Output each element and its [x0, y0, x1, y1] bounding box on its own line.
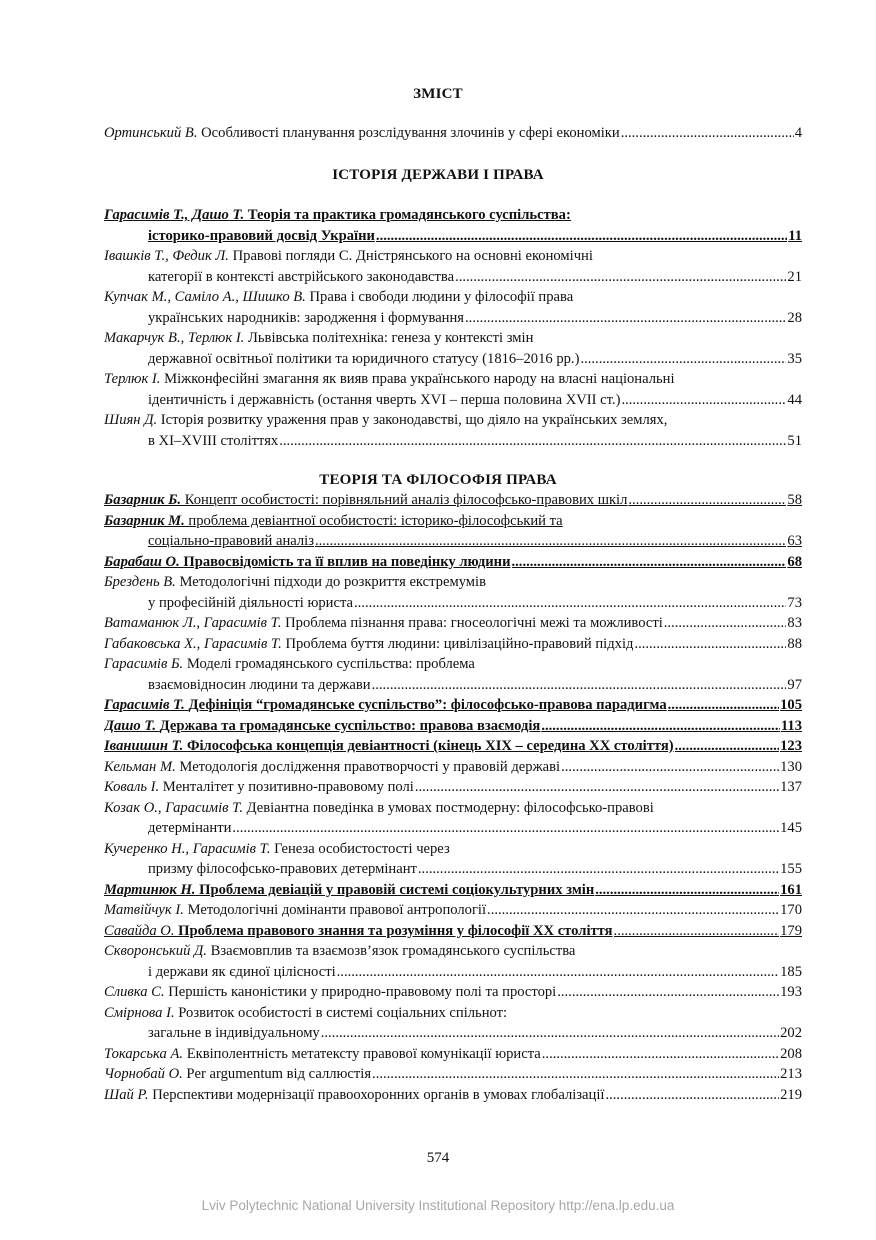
toc-entry-line — [104, 431, 802, 452]
toc-entry-line — [104, 675, 802, 696]
toc-entry — [104, 900, 802, 921]
toc-entry-author: Базарник Б. — [104, 492, 182, 508]
toc-entry — [104, 369, 802, 410]
toc-entry-line — [104, 634, 802, 655]
toc-entry-title: Перспективи модернізації правоохоронних органів в умовах глобалізації — [152, 1086, 605, 1103]
toc-entry — [104, 777, 802, 798]
toc-entry — [104, 798, 802, 839]
toc-entry-line — [104, 982, 802, 1003]
dot-leader — [541, 716, 780, 737]
section-intro — [104, 123, 802, 144]
toc-entry-page: 35 — [787, 350, 802, 367]
toc-entry-author: Скворонський Д. — [104, 943, 207, 959]
toc-entry — [104, 757, 802, 778]
toc-entry-title: Генеза особистостості через — [274, 840, 450, 857]
toc-entry-author: Гарасимів Т. — [104, 697, 185, 713]
toc-entry-author: Базарник М. — [104, 512, 185, 529]
toc-entry-title: Філософська концепція девіантності (кінець XIX – середина XX століття) — [186, 738, 674, 754]
toc-entry-line — [104, 349, 802, 370]
dot-leader — [628, 490, 786, 511]
dot-leader — [561, 757, 779, 778]
toc-entry-author: Кучеренко Н., Гарасимів Т. — [104, 840, 271, 857]
toc-entry — [104, 572, 802, 613]
toc-entry-page: 202 — [780, 1025, 802, 1041]
toc-entry-page: 28 — [787, 309, 802, 326]
dot-leader — [487, 900, 779, 921]
toc-entry-author: Козак О., Гарасимів Т. — [104, 799, 243, 816]
dot-leader — [634, 634, 786, 655]
toc-entry-author: Габаковська Х., Гарасимів Т. — [104, 635, 282, 652]
toc-entry-page: 130 — [780, 758, 802, 775]
toc-entry-page: 21 — [787, 268, 802, 285]
toc-entry-title: Проблема буття людини: цивілізаційно-правовий підхід — [285, 635, 634, 652]
toc-entry — [104, 654, 802, 695]
toc-entry — [104, 716, 802, 737]
toc-entry-line — [104, 1003, 802, 1024]
toc-entry-title: в XI–XVIII століттях — [148, 432, 279, 449]
toc-entry-line — [104, 390, 802, 411]
toc-entry-author: Савайда О. — [104, 922, 175, 939]
toc-entry-title: Права і свободи людини у філософії права — [309, 289, 574, 305]
toc-entry-author: Барабаш О. — [104, 553, 180, 570]
toc-entry-author: Іванишин Т. — [104, 738, 184, 754]
toc-entry-page: 58 — [787, 492, 802, 508]
toc-entry-line — [104, 205, 802, 226]
toc-entry-author: Дашо Т. — [104, 717, 157, 734]
toc-entry-line — [104, 900, 802, 921]
toc-entry-line — [104, 267, 802, 288]
toc-entry-page: 193 — [780, 984, 802, 1000]
toc-entry-line — [104, 123, 802, 144]
toc-entry-title: проблема девіантної особистості: історико-філософський та — [188, 512, 563, 529]
toc-entry-line — [104, 511, 802, 532]
toc-entry — [104, 695, 802, 716]
toc-entry-page: 83 — [787, 615, 802, 631]
toc-entry — [104, 552, 802, 573]
dot-leader — [354, 593, 786, 614]
toc-entry-page: 113 — [780, 717, 802, 734]
dot-leader — [614, 921, 780, 942]
toc-entry-title: державної освітньої політики та юридичного статусу (1816–2016 рр.) — [148, 350, 580, 367]
section-history-entries — [104, 205, 802, 451]
toc-entry-page: 68 — [787, 553, 802, 570]
toc-entry-line — [104, 572, 802, 593]
toc-entry-line — [104, 287, 802, 308]
toc-entry-title: Особливості планування розслідування злочинів у сфері економіки — [201, 125, 620, 141]
toc-entry — [104, 490, 802, 511]
repository-footer: Lviv Polytechnic National University Institutional Repository http://ena.lp.edu.ua — [201, 1198, 675, 1213]
toc-entry-author: Смірнова І. — [104, 1004, 175, 1021]
dot-leader — [372, 675, 787, 696]
toc-entry-page: 88 — [787, 635, 802, 652]
contents-title: ЗМІСТ — [413, 86, 463, 102]
dot-leader — [315, 531, 786, 552]
toc-entry — [104, 839, 802, 880]
toc-entry-title: детермінанти — [148, 820, 232, 836]
toc-entry — [104, 634, 802, 655]
dot-leader — [279, 431, 786, 452]
toc-entry-title: загальне в індивідуальному — [148, 1025, 320, 1041]
toc-entry-title: у професійній діяльності юриста — [148, 594, 353, 611]
toc-entry-line — [104, 716, 802, 737]
toc-entry-page: 73 — [787, 594, 802, 611]
dot-leader — [376, 226, 787, 247]
toc-entry-title: Методологічні підходи до розкриття екстремумів — [179, 574, 486, 590]
toc-entry-title: Правові погляди С. Дністрянського на основні економічні — [232, 248, 593, 264]
toc-entry-line — [104, 1044, 802, 1065]
toc-entry-title: Історія розвитку ураження прав у законодавстві, що діяло на українських землях, — [160, 412, 668, 428]
toc-entry — [104, 246, 802, 287]
toc-entry-line — [104, 962, 802, 983]
toc-entry-page: 97 — [787, 676, 802, 693]
toc-entry — [104, 287, 802, 328]
toc-entry-title: Міжконфесійні змагання як вияв права українського народу на власні національні — [164, 371, 675, 387]
dot-leader — [621, 123, 794, 144]
toc-entry — [104, 205, 802, 246]
toc-entry-line — [104, 328, 802, 349]
toc-entry-author: Терлюк І. — [104, 371, 161, 387]
toc-entry-title: Першість каноністики у природно-правовому полі та просторі — [168, 984, 557, 1000]
toc-entry-title: Правосвідомість та її вплив на поведінку людини — [183, 553, 511, 570]
toc-entry-line — [104, 818, 802, 839]
toc-entry-line — [104, 552, 802, 573]
toc-entry-title: Теорія та практика громадянського суспільства: — [247, 207, 571, 223]
toc-entry-title: Взаємовплив та взаємозв’язок громадянського суспільства — [210, 943, 576, 959]
toc-entry-page: 179 — [780, 922, 802, 939]
toc-entry-author: Шиян Д. — [104, 412, 158, 428]
dot-leader — [321, 1023, 779, 1044]
toc-entry-page: 161 — [780, 881, 802, 898]
toc-entry-page: 213 — [780, 1066, 802, 1082]
toc-entry-page: 44 — [787, 391, 802, 408]
toc-entry-title: категорії в контексті австрійського законодавства — [148, 268, 455, 285]
section-title-theory: ТЕОРІЯ ТА ФІЛОСОФІЯ ПРАВА — [319, 472, 557, 488]
toc-entry-line — [104, 1085, 802, 1106]
toc-entry-author: Коваль І. — [104, 779, 160, 795]
toc-entry-title: Проблема пізнання права: гносеологічні межі та можливості — [285, 615, 663, 631]
toc-entry-author: Матвійчук І. — [104, 902, 184, 918]
toc-entry-author: Макарчук В., Терлюк І. — [104, 330, 245, 346]
toc-entry-author: Токарська А. — [104, 1045, 184, 1062]
toc-entry-title: Дефініція “громадянське суспільство”: філософсько-правова парадигма — [188, 697, 667, 713]
toc-entry-title: Методологічні домінанти правової антропології — [187, 902, 487, 918]
page-number: 574 — [426, 1150, 450, 1166]
toc-entry — [104, 736, 802, 757]
toc-entry-title: ідентичність і державність (остання чверть XVI – перша половина XVII ст.) — [148, 391, 621, 408]
toc-entry-title: призму філософсько-правових детермінант — [148, 861, 417, 877]
dot-leader — [557, 982, 779, 1003]
toc-entry-author: Чорнобай О. — [104, 1066, 183, 1082]
toc-entry-line — [104, 798, 802, 819]
toc-entry-title: Проблема правового знання та розуміння у філософії XX століття — [178, 922, 613, 939]
section-theory-entries — [104, 490, 802, 1105]
toc-entry-page: 185 — [780, 963, 802, 980]
toc-entry-title: Per argumentum від саллюстія — [186, 1066, 372, 1082]
toc-entry-line — [104, 490, 802, 511]
toc-entry-author: Кельман М. — [104, 758, 176, 775]
toc-entry-title: Методологія дослідження правотворчості у правовій державі — [179, 758, 561, 775]
toc-entry — [104, 880, 802, 901]
toc-entry-title: і держави як єдиної цілісності — [148, 963, 336, 980]
toc-entry-title: Девіантна поведінка в умовах постмодерну: філософсько-правові — [246, 799, 654, 816]
toc-entry — [104, 1064, 802, 1085]
toc-entry-page: 170 — [780, 902, 802, 918]
dot-leader — [668, 695, 779, 716]
toc-entry-author: Гарасимів Б. — [104, 656, 184, 672]
toc-entry-line — [104, 859, 802, 880]
toc-entry-page: 145 — [780, 820, 802, 836]
toc-entry-line — [104, 695, 802, 716]
toc-entry-title: Держава та громадянське суспільство: правова взаємодія — [159, 717, 541, 734]
toc-entry-title: Еквіполентність метатексту правової комунікації юриста — [186, 1045, 541, 1062]
toc-entry — [104, 982, 802, 1003]
toc-entry-title: Проблема девіацій у правовій системі соціокультурних змін — [199, 881, 595, 898]
toc-entry-line — [104, 941, 802, 962]
toc-entry-line — [104, 531, 802, 552]
toc-entry-author: Шай Р. — [104, 1086, 149, 1103]
dot-leader — [664, 613, 787, 634]
toc-entry-author: Брездень В. — [104, 574, 176, 590]
toc-entry — [104, 1085, 802, 1106]
dot-leader — [605, 1085, 779, 1106]
toc-entry — [104, 1044, 802, 1065]
toc-entry-line — [104, 308, 802, 329]
toc-entry-author: Івашків Т., Федик Л. — [104, 248, 229, 264]
toc-entry — [104, 328, 802, 369]
toc-entry-page: 11 — [788, 227, 802, 244]
toc-entry-title: взаємовідносин людини та держави — [148, 676, 371, 693]
toc-entry — [104, 941, 802, 982]
toc-entry-title: Розвиток особистості в системі соціальних спільнот: — [178, 1004, 508, 1021]
dot-leader — [580, 349, 786, 370]
toc-entry-author: Ортинський В. — [104, 125, 198, 141]
section-title-history: ІСТОРІЯ ДЕРЖАВИ І ПРАВА — [332, 167, 544, 183]
toc-entry — [104, 511, 802, 552]
toc-entry-page: 105 — [780, 697, 802, 713]
dot-leader — [465, 308, 786, 329]
dot-leader — [418, 859, 779, 880]
dot-leader — [595, 880, 779, 901]
toc-entry-line — [104, 757, 802, 778]
toc-entry — [104, 1003, 802, 1044]
toc-entry-page: 137 — [780, 779, 802, 795]
dot-leader — [232, 818, 779, 839]
dot-leader — [455, 267, 786, 288]
toc-entry-line — [104, 369, 802, 390]
toc-entry-line — [104, 1023, 802, 1044]
toc-entry-line — [104, 246, 802, 267]
dot-leader — [542, 1044, 779, 1065]
toc-entry-page: 123 — [780, 738, 802, 754]
toc-entry-title: Концепт особистості: порівняльний аналіз філософсько-правових шкіл — [184, 492, 628, 508]
toc-entry — [104, 613, 802, 634]
dot-leader — [372, 1064, 779, 1085]
toc-entry-line — [104, 410, 802, 431]
toc-entry-title: історико-правовий досвід України — [148, 227, 375, 244]
toc-entry — [104, 123, 802, 144]
toc-entry-title: українських народників: зародження і формування — [148, 309, 465, 326]
toc-entry-page: 208 — [780, 1045, 802, 1062]
toc-entry-author: Ватаманюк Л., Гарасимів Т. — [104, 615, 282, 631]
toc-entry-title: Львівська політехніка: генеза у контексті змін — [248, 330, 534, 346]
toc-entry-line — [104, 226, 802, 247]
toc-entry-line — [104, 593, 802, 614]
toc-entry-page: 219 — [780, 1086, 802, 1103]
toc-entry-page: 63 — [787, 533, 802, 549]
toc-entry-line — [104, 839, 802, 860]
toc-entry-author: Купчак М., Саміло А., Шишко В. — [104, 289, 306, 305]
toc-entry-title: соціально-правовий аналіз — [148, 533, 314, 549]
dot-leader — [415, 777, 779, 798]
toc-entry-page: 155 — [780, 861, 802, 877]
toc-entry-page: 4 — [794, 125, 802, 141]
toc-entry-line — [104, 654, 802, 675]
dot-leader — [337, 962, 779, 983]
toc-entry-line — [104, 777, 802, 798]
toc-entry-author: Гарасимів Т., Дашо Т. — [104, 207, 245, 223]
dot-leader — [512, 552, 787, 573]
toc-entry — [104, 921, 802, 942]
toc-entry-page: 51 — [787, 432, 802, 449]
toc-entry-line — [104, 921, 802, 942]
toc-entry — [104, 410, 802, 451]
toc-entry-line — [104, 613, 802, 634]
toc-entry-author: Мартинюк Н. — [104, 881, 196, 898]
dot-leader — [675, 736, 779, 757]
toc-entry-title: Менталітет у позитивно-правовому полі — [162, 779, 414, 795]
toc-entry-line — [104, 1064, 802, 1085]
toc-entry-line — [104, 880, 802, 901]
toc-entry-title: Моделі громадянського суспільства: проблема — [186, 656, 475, 672]
toc-entry-line — [104, 736, 802, 757]
dot-leader — [621, 390, 786, 411]
toc-entry-author: Сливка С. — [104, 984, 165, 1000]
